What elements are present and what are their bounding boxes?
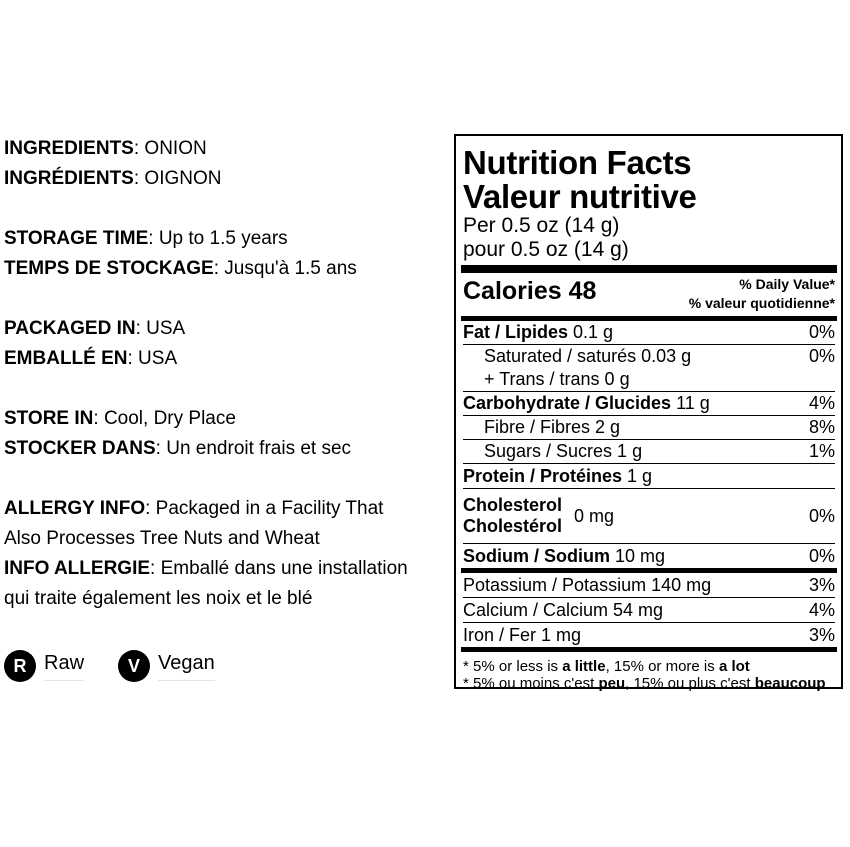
vegan-badge [118,650,215,682]
footnote-fr-peu: peu [598,675,626,692]
spacer [4,284,452,314]
sodium-amount: 10 mg [610,545,666,566]
protein-amount: 1 g [622,465,653,486]
footnote-en [463,658,835,675]
fibre-dv: 8% [808,417,835,437]
footnote-en-lot: a lot [718,658,750,675]
storage-label: STORAGE TIME [4,228,149,249]
cholesterol-label-fr: Cholestérol [463,516,563,536]
vegan-label: Vegan [158,652,215,681]
fat-row [463,321,835,345]
saturated-row [463,345,835,368]
footnote-fr-beaucoup: beaucoup [754,675,826,692]
storage-fr-label: TEMPS DE STOCKAGE [4,258,214,279]
carbohydrate-amount: 11 g [671,393,710,413]
serving-size: Per 0.5 oz (14 g) [463,214,620,237]
fat-dv: 0% [808,322,835,342]
ingredients-line [4,134,452,164]
iron-row [463,623,835,647]
raw-label: Raw [44,652,84,681]
nutrition-facts-panel [454,134,843,692]
cholesterol-amount: 0 mg [574,505,615,526]
allergy-value-2: Also Processes Tree Nuts and Wheat [4,528,320,549]
store-fr-line [4,434,452,464]
sugars-row [463,440,835,464]
store-fr-label: STOCKER DANS [4,438,156,459]
cholesterol-dv: 0% [808,505,835,526]
cholesterol-label: Cholesterol [463,495,563,515]
fat-amount: 0.1 g [568,322,614,342]
allergy-fr-label: INFO ALLERGIE [4,558,151,579]
store-fr-value: : Un endroit frais et sec [155,438,352,459]
fat-label: Fat / Lipides [463,322,569,342]
allergy-line-2 [4,524,452,554]
iron-label: Iron / Fer 1 mg [463,624,582,645]
ingredients-label: INGREDIENTS [4,138,134,159]
protein-row [463,464,835,489]
packaged-line [4,314,452,344]
footnote-en-text-2: , 15% or more is [605,658,719,675]
trans-row [463,368,835,392]
medium-divider [461,647,837,652]
saturated-label: Saturated / saturés 0.03 g [484,346,692,366]
storage-fr-value: : Jusqu'à 1.5 ans [213,258,357,279]
serving-size-fr: pour 0.5 oz (14 g) [463,238,629,261]
spacer [4,194,452,224]
ingredients-fr-line [4,164,452,194]
sugars-dv: 1% [808,441,835,461]
spacer [4,374,452,404]
fibre-row [463,416,835,440]
product-info [4,134,452,614]
sodium-dv: 0% [808,545,835,566]
store-value: : Cool, Dry Place [93,408,236,429]
footnote-en-little: a little [562,658,606,675]
potassium-row [463,573,835,598]
allergy-label: ALLERGY INFO [4,498,146,519]
allergy-fr-line [4,554,452,584]
cholesterol-row [463,489,835,544]
potassium-dv: 3% [808,574,835,595]
ingredients-value: : ONION [133,138,207,159]
calories-row [463,273,835,316]
nutrition-title: Nutrition Facts [463,144,692,181]
allergy-line [4,494,452,524]
packaged-label: PACKAGED IN [4,318,136,339]
ingredients-fr-label: INGRÉDIENTS [4,168,134,189]
trans-label: + Trans / trans 0 g [484,369,630,389]
sodium-row [463,544,835,568]
vegan-icon: V [118,650,150,682]
footnote-fr-text-2: , 15% ou plus c'est [625,675,755,692]
raw-badge [4,650,84,682]
store-line [4,404,452,434]
iron-dv: 3% [808,624,835,645]
potassium-label: Potassium / Potassium 140 mg [463,574,712,595]
sugars-label: Sugars / Sucres 1 g [484,441,643,461]
protein-label: Protein / Protéines [463,465,623,486]
storage-line [4,224,452,254]
saturated-dv: 0% [808,346,835,366]
storage-value: : Up to 1.5 years [148,228,288,249]
sodium-label: Sodium / Sodium [463,545,610,566]
packaged-fr-value: : USA [127,348,178,369]
calcium-label: Calcium / Calcium 54 mg [463,599,664,620]
packaged-fr-label: EMBALLÉ EN [4,348,128,369]
carbohydrate-dv: 4% [808,393,835,413]
spacer [4,464,452,494]
allergy-fr-value-2: qui traite également les noix et le blé [4,588,313,609]
packaged-value: : USA [135,318,186,339]
calories: Calories 48 [463,277,597,305]
calcium-row [463,598,835,623]
footnote-en-text: * 5% or less is [463,658,563,675]
ingredients-fr-value: : OIGNON [133,168,222,189]
allergy-value: : Packaged in a Facility That [145,498,384,519]
footnote-fr-text: * 5% ou moins c'est [463,675,599,692]
thick-divider [461,265,837,273]
fibre-label: Fibre / Fibres 2 g [484,417,621,437]
footnote [463,658,835,692]
packaged-fr-line [4,344,452,374]
carbohydrate-row [463,392,835,416]
nutrition-title-fr: Valeur nutritive [463,178,697,215]
store-label: STORE IN [4,408,94,429]
carbohydrate-label: Carbohydrate / Glucides [463,393,672,413]
diet-badges [4,650,249,682]
footnote-fr [463,675,835,692]
calcium-dv: 4% [808,599,835,620]
daily-value-header [689,275,835,313]
raw-icon: R [4,650,36,682]
daily-value-label: % Daily Value* [739,276,835,292]
storage-fr-line [4,254,452,284]
cholesterol-labels [463,495,562,537]
allergy-fr-line-2 [4,584,452,614]
daily-value-label-fr: % valeur quotidienne* [688,295,835,311]
allergy-fr-value: : Emballé dans une installation [150,558,408,579]
